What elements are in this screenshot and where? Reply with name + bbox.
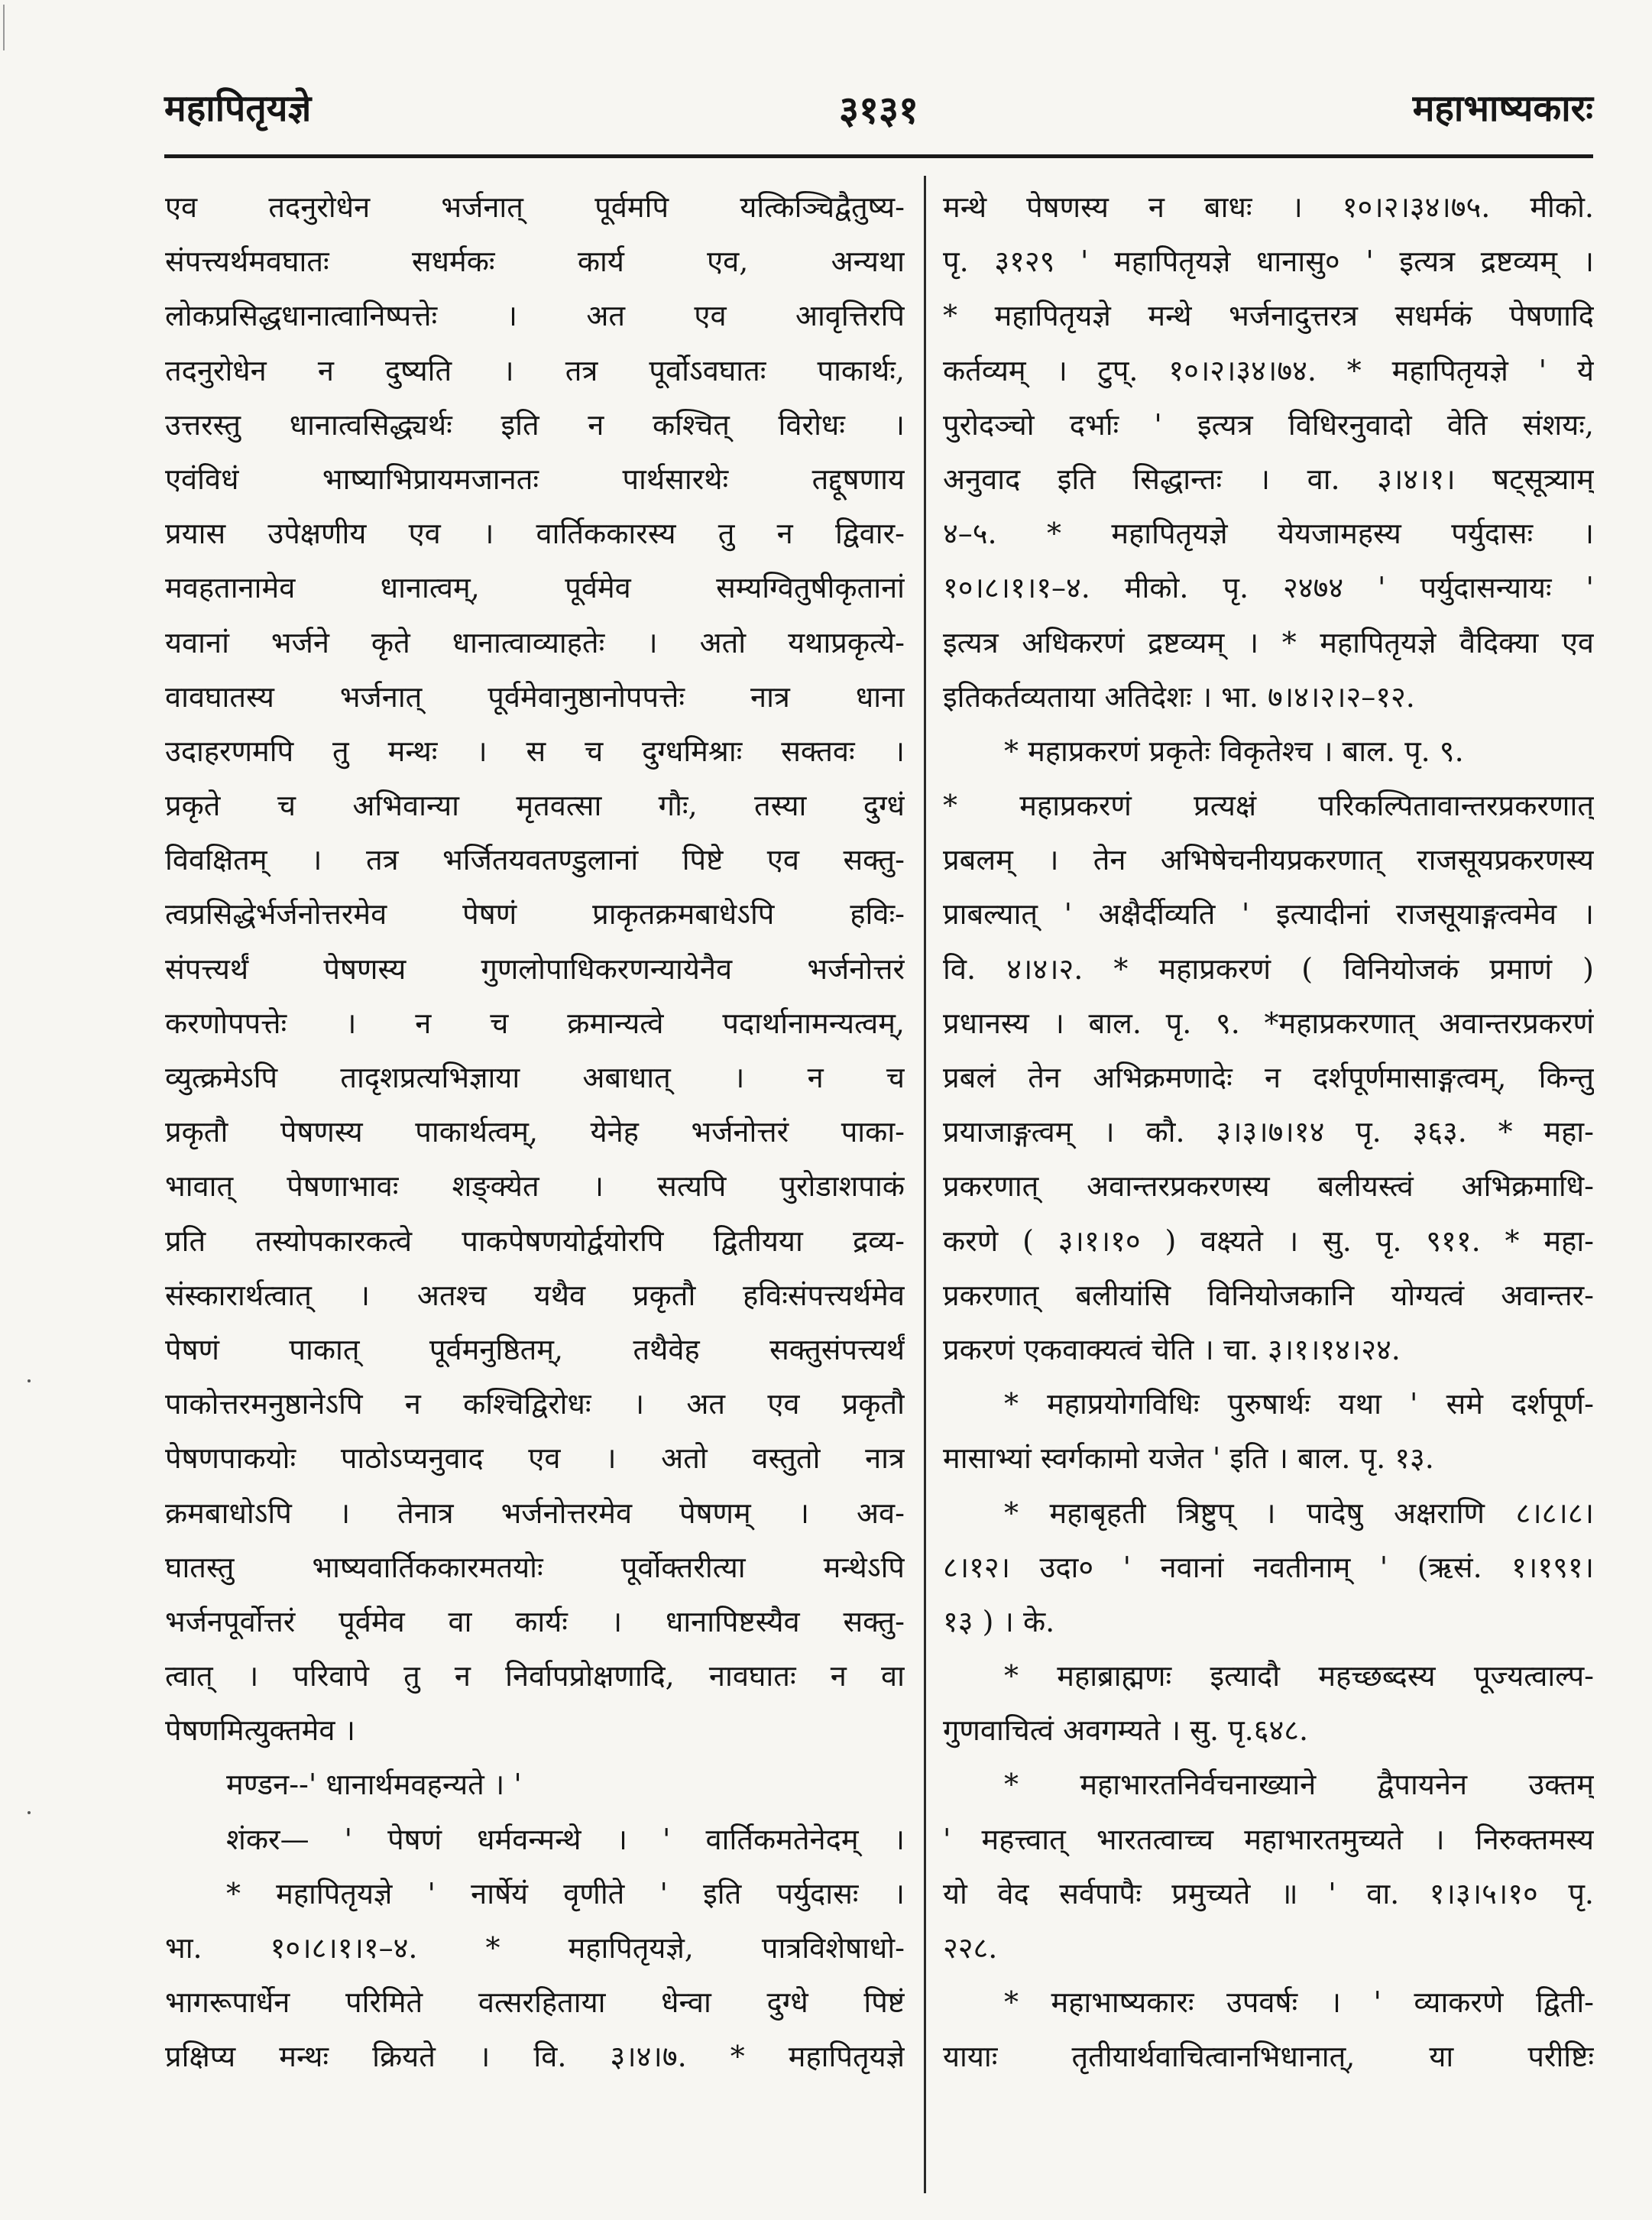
text-line: भा. १०।८।१।१–४. * महापितृयज्ञे, पात्रविशेषाधो- <box>165 1931 905 1965</box>
text-line: संस्कारार्थत्वात् । अतश्च यथैव प्रकृतौ हविःसंपत्त्यर्थमेव <box>165 1278 905 1312</box>
left-column <box>165 180 905 2085</box>
text-line: प्रकरणात् बलीयांसि विनियोजकानि योग्यत्वं अवान्तर- <box>943 1278 1594 1312</box>
text-line: प्रयाजाङ्गत्वम् । कौ. ३।३।७।१४ पृ. ३६३. * महा- <box>943 1115 1594 1149</box>
scan-speck <box>28 1811 31 1814</box>
text-line: तदनुरोधेन न दुष्यति । तत्र पूर्वोऽवघातः पाकार्थः, <box>165 353 905 387</box>
text-line: यो वेद सर्वपापैः प्रमुच्यते ॥ ' वा. १।३।५।१० पृ. <box>943 1876 1594 1910</box>
text-line: गुणवाचित्वं अवगम्यते । सु. पृ.६४८. <box>943 1713 1309 1748</box>
quote-shankara: शंकर— ' पेषणं धर्मवन्मन्थे । ' वार्तिकमतेनेदम् । <box>226 1822 905 1856</box>
entry-mahaprayogavidhi: * महाप्रयोगविधिः पुरुषार्थः यथा ' समे दर्शपूर्ण- <box>1004 1387 1594 1421</box>
text-line: पेषणं पाकात् पूर्वमनुष्ठितम्, तथैवेह सक्तुसंपत्त्यर्थं <box>165 1332 905 1366</box>
text-line: उत्तरस्तु धानात्वसिद्ध्यर्थः इति न कश्चित् विरोधः । <box>165 407 905 442</box>
text-line: २२८. <box>943 1931 998 1965</box>
header-rule <box>164 154 1593 158</box>
entry-mahabharata: * महाभारतनिर्वचनाख्याने द्वैपायनेन उक्तम् <box>1004 1768 1594 1802</box>
text-line: विवक्षितम् । तत्र भर्जितयवतण्डुलानां पिष्टे एव सक्तु- <box>165 843 905 877</box>
page-header <box>164 83 1593 144</box>
text-line: प्रबलम् । तेन अभिषेचनीयप्रकरणात् राजसूयप्रकरणस्य <box>943 843 1594 877</box>
text-line: त्वात् । परिवापे तु न निर्वापप्रोक्षणादि, नावघातः न वा <box>165 1659 905 1693</box>
text-line: ८।१२। उदा० ' नवानां नवतीनाम् ' (ऋसं. १।१९१। <box>943 1550 1594 1584</box>
entry-mahabrihati: * महाबृहती त्रिष्टुप् । पादेषु अक्षराणि ८।८।८। <box>1004 1496 1594 1530</box>
scan-speck <box>28 1379 31 1382</box>
text-line: वावघातस्य भर्जनात् पूर्वमेवानुष्ठानोपपत्तेः नात्र धाना <box>165 679 905 714</box>
text-line: प्रयास उपेक्षणीय एव । वार्तिककारस्य तु न द्विवार- <box>165 517 905 551</box>
text-line: अनुवाद इति सिद्धान्तः । वा. ३।४।१। षट्सूत्र्याम् <box>943 462 1594 496</box>
text-line: पेषणमित्युक्तमेव । <box>165 1713 356 1748</box>
text-line: प्रति तस्योपकारकत्वे पाकपेषणयोर्द्वयोरपि द्वितीयया द्रव्य- <box>165 1223 905 1258</box>
text-line: भावात् पेषणाभावः शङ्क्येत । सत्यपि पुरोडाशपाकं <box>165 1169 905 1204</box>
text-line: एव तदनुरोधेन भर्जनात् पूर्वमपि यत्किञ्चिद्वैतुष्य- <box>165 190 905 224</box>
text-line: * महाप्रकरणं प्रत्यक्षं परिकल्पितावान्तरप्रकरणात् <box>943 789 1594 823</box>
text-line: यायाः तृतीयार्थवाचित्वानभिधानात्, या परीष्टिः <box>943 2040 1594 2074</box>
text-line: १०।८।१।१–४. मीको. पृ. २४७४ ' पर्युदासन्यायः ' <box>943 571 1594 605</box>
text-line: एवंविधं भाष्याभिप्रायमजानतः पार्थसारथेः तद्दूषणाय <box>165 462 905 496</box>
text-line: मन्थे पेषणस्य न बाधः । १०।२।३४।७५. मीको. <box>943 190 1594 224</box>
text-line: संपत्त्यर्थं पेषणस्य गुणलोपाधिकरणन्यायेनैव भर्जनोत्तरं <box>165 951 905 986</box>
text-line: लोकप्रसिद्धधानात्वानिष्पत्तेः । अत एव आवृत्तिरपि <box>165 299 905 333</box>
text-line: प्राबल्यात् ' अक्षैर्दीव्यति ' इत्यादीनां राजसूयाङ्गत्वमेव । <box>943 897 1594 932</box>
quote-mandana: मण्डन--' धानार्थमवहन्यते । ' <box>226 1768 522 1802</box>
text-line: यवानां भर्जने कृते धानात्वाव्याहतेः । अतो यथाप्रकृत्ये- <box>165 625 905 660</box>
text-line: पुरोदञ्चो दर्भाः ' इत्यत्र विधिरनुवादो वेति संशयः, <box>943 407 1594 442</box>
text-line: भागरूपार्धेन परिमिते वत्सरहिताया धेन्वा दुग्धे पिष्टं <box>165 1985 905 2020</box>
text-line: क्रमबाधोऽपि । तेनात्र भर्जनोत्तरमेव पेषणम् । अव- <box>165 1496 905 1530</box>
text-line: प्रकरणं एकवाक्यत्वं चेति । चा. ३।१।१४।२४. <box>943 1332 1401 1366</box>
text-line: घातस्तु भाष्यवार्तिककारमतयोः पूर्वोक्तरीत्या मन्थेऽपि <box>165 1550 905 1584</box>
page-number: ३१३१ <box>839 87 918 132</box>
text-line: प्रधानस्य । बाल. पृ. ९. *महाप्रकरणात् अवान्तरप्रकरणं <box>943 1006 1594 1040</box>
text-line: ४–५. * महापितृयज्ञे येयजामहस्य पर्युदासः । <box>943 517 1594 551</box>
entry-mahabhashyakara: * महाभाष्यकारः उपवर्षः । ' व्याकरणे द्विती- <box>1004 1985 1594 2020</box>
text-line: त्वप्रसिद्धेर्भर्जनोत्तरमेव पेषणं प्राकृतक्रमबाधेऽपि हविः- <box>165 897 905 932</box>
running-head-right: महाभाष्यकारः <box>1412 87 1593 130</box>
entry-mahabrahmana: * महाब्राह्मणः इत्यादौ महच्छब्दस्य पूज्यत्वाल्प- <box>1004 1659 1594 1693</box>
text-line: प्रकृतौ पेषणस्य पाकार्थत्वम्, येनेह भर्जनोत्तरं पाका- <box>165 1115 905 1149</box>
running-head-left: महापितृयज्ञे <box>164 87 312 130</box>
text-line: करणे ( ३।१।१० ) वक्ष्यते । सु. पृ. ९११. * महा- <box>943 1223 1594 1258</box>
text-line: करणोपपत्तेः । न च क्रमान्यत्वे पदार्थानामन्यत्वम्, <box>165 1006 905 1040</box>
text-line: मासाभ्यां स्वर्गकामो यजेत ' इति । बाल. पृ. १३. <box>943 1441 1434 1476</box>
text-line: मवहतानामेव धानात्वम्, पूर्वमेव सम्यग्वितुषीकृतानां <box>165 571 905 605</box>
text-line: व्युत्क्रमेऽपि तादृशप्रत्यभिज्ञाया अबाधात् । न च <box>165 1061 905 1094</box>
text-line: पेषणपाकयोः पाठोऽप्यनुवाद एव । अतो वस्तुतो नात्र <box>165 1441 905 1476</box>
entry-line: * महापितृयज्ञे ' नार्षेयं वृणीते ' इति पर्युदासः । <box>226 1876 905 1910</box>
text-line: ' महत्त्वात् भारतत्वाच्च महाभारतमुच्यते । निरुक्तमस्य <box>943 1822 1594 1856</box>
text-line: भर्जनपूर्वोत्तरं पूर्वमेव वा कार्यः । धानापिष्टस्यैव सक्तु- <box>165 1604 905 1638</box>
text-line: प्रकरणात् अवान्तरप्रकरणस्य बलीयस्त्वं अभिक्रमाधि- <box>943 1169 1594 1204</box>
text-line: उदाहरणमपि तु मन्थः । स च दुग्धमिश्राः सक्तवः । <box>165 734 905 768</box>
text-line: प्रकृते च अभिवान्या मृतवत्सा गौः, तस्या दुग्धं <box>165 789 905 823</box>
scan-edge-mark <box>3 5 5 50</box>
text-line: प्रबलं तेन अभिक्रमणादेः न दर्शपूर्णमासाङ्गत्वम्, किन्तु <box>943 1061 1594 1094</box>
column-divider <box>924 176 926 2193</box>
text-line: पाकोत्तरमनुष्ठानेऽपि न कश्चिद्विरोधः । अत एव प्रकृतौ <box>165 1387 905 1421</box>
text-line: * महापितृयज्ञे मन्थे भर्जनादुत्तरत्र सधर्मकं पेषणादि <box>943 299 1594 333</box>
text-line: वि. ४।४।२. * महाप्रकरणं ( विनियोजकं प्रमाणं ) <box>943 951 1594 986</box>
text-line: पृ. ३१२९ ' महापितृयज्ञे धानासु० ' इत्यत्र द्रष्टव्यम् । <box>943 245 1594 279</box>
text-line: १३ ) । के. <box>943 1604 1055 1638</box>
entry-mahaprakarana: * महाप्रकरणं प्रकृतेः विकृतेश्च । बाल. पृ. ९. <box>1004 734 1464 768</box>
text-line: इत्यत्र अधिकरणं द्रष्टव्यम् । * महापितृयज्ञे वैदिक्या एव <box>943 625 1594 660</box>
text-line: कर्तव्यम् । टुप्. १०।२।३४।७४. * महापितृयज्ञे ' ये <box>943 353 1594 387</box>
text-line: संपत्त्यर्थमवघातः सधर्मकः कार्य एव, अन्यथा <box>165 245 905 279</box>
right-column <box>943 180 1594 2085</box>
text-line: प्रक्षिप्य मन्थः क्रियते । वि. ३।४।७. * महापितृयज्ञे <box>165 2040 905 2074</box>
text-line: इतिकर्तव्यताया अतिदेशः । भा. ७।४।२।२–१२. <box>943 679 1415 714</box>
